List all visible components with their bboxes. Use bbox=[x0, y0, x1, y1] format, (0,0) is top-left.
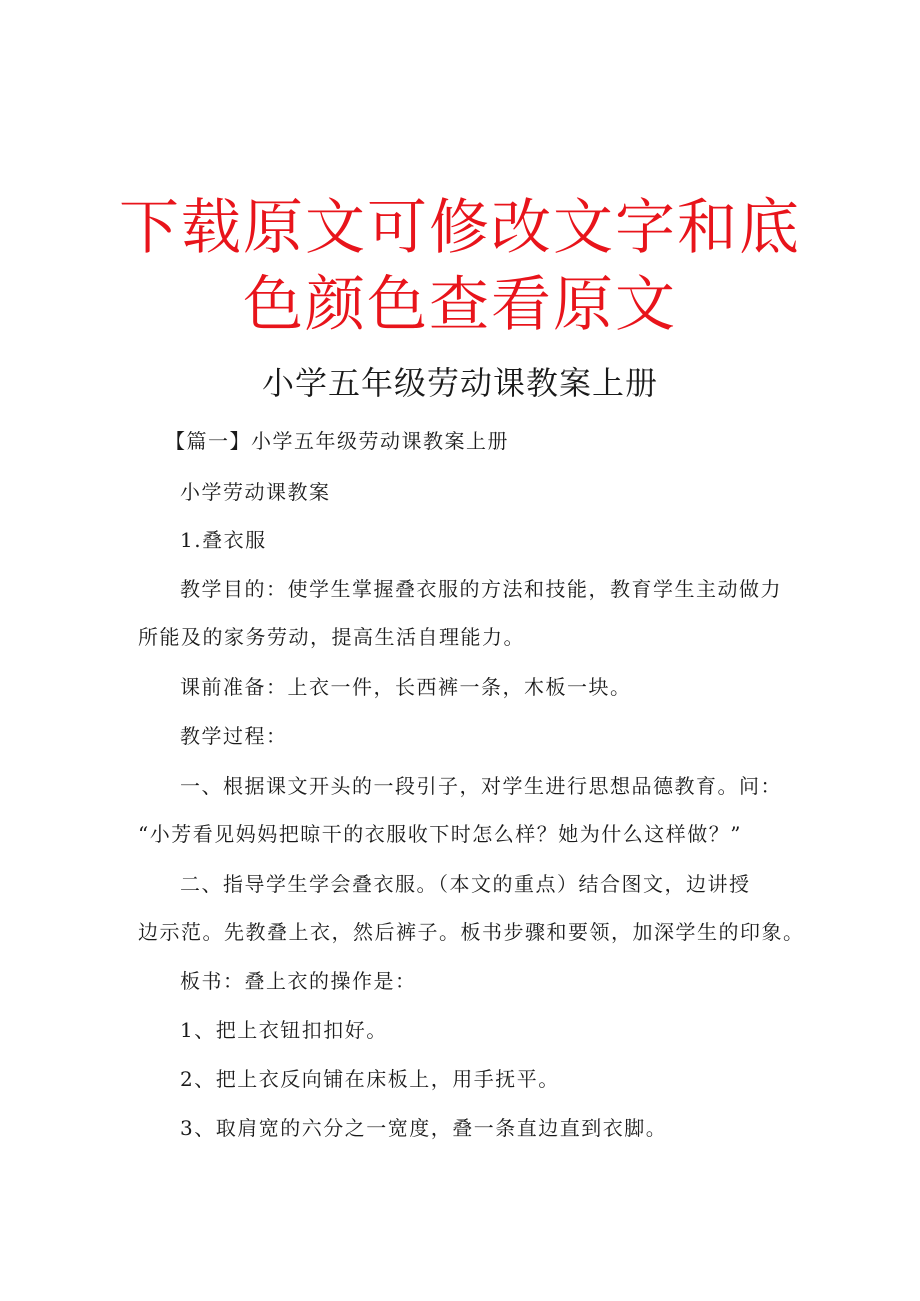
paragraph: 1.叠衣服 bbox=[180, 528, 267, 552]
download-banner-line-1: 下载原文可修改文字和底 bbox=[119, 193, 801, 263]
section-heading: 【篇一】小学五年级劳动课教案上册 bbox=[165, 429, 509, 453]
paragraph: 教学过程： bbox=[180, 724, 288, 748]
paragraph: 板书：叠上衣的操作是： bbox=[180, 969, 417, 993]
list-item: 2、把上衣反向铺在床板上，用手抚平。 bbox=[180, 1067, 560, 1091]
paragraph: 边示范。先教叠上衣，然后裤子。板书步骤和要领，加深学生的印象。 bbox=[138, 920, 805, 944]
paragraph: 二、指导学生学会叠衣服。（本文的重点）结合图文，边讲授 bbox=[180, 872, 751, 896]
document-title: 小学五年级劳动课教案上册 bbox=[261, 364, 658, 402]
paragraph: 教学目的：使学生掌握叠衣服的方法和技能，教育学生主动做力 bbox=[180, 577, 782, 601]
paragraph: 小学劳动课教案 bbox=[180, 480, 331, 504]
list-item: 1、把上衣钮扣扣好。 bbox=[180, 1018, 388, 1042]
list-item: 3、取肩宽的六分之一宽度，叠一条直边直到衣脚。 bbox=[180, 1116, 668, 1140]
paragraph: 一、根据课文开头的一段引子，对学生进行思想品德教育。问： bbox=[180, 774, 782, 798]
download-banner-line-2: 色颜色查看原文 bbox=[243, 270, 677, 340]
paragraph: 所能及的家务劳动，提高生活自理能力。 bbox=[138, 625, 525, 649]
paragraph: “小芳看见妈妈把晾干的衣服收下时怎么样？她为什么这样做？” bbox=[138, 822, 742, 846]
paragraph: 课前准备：上衣一件，长西裤一条，木板一块。 bbox=[180, 675, 632, 699]
